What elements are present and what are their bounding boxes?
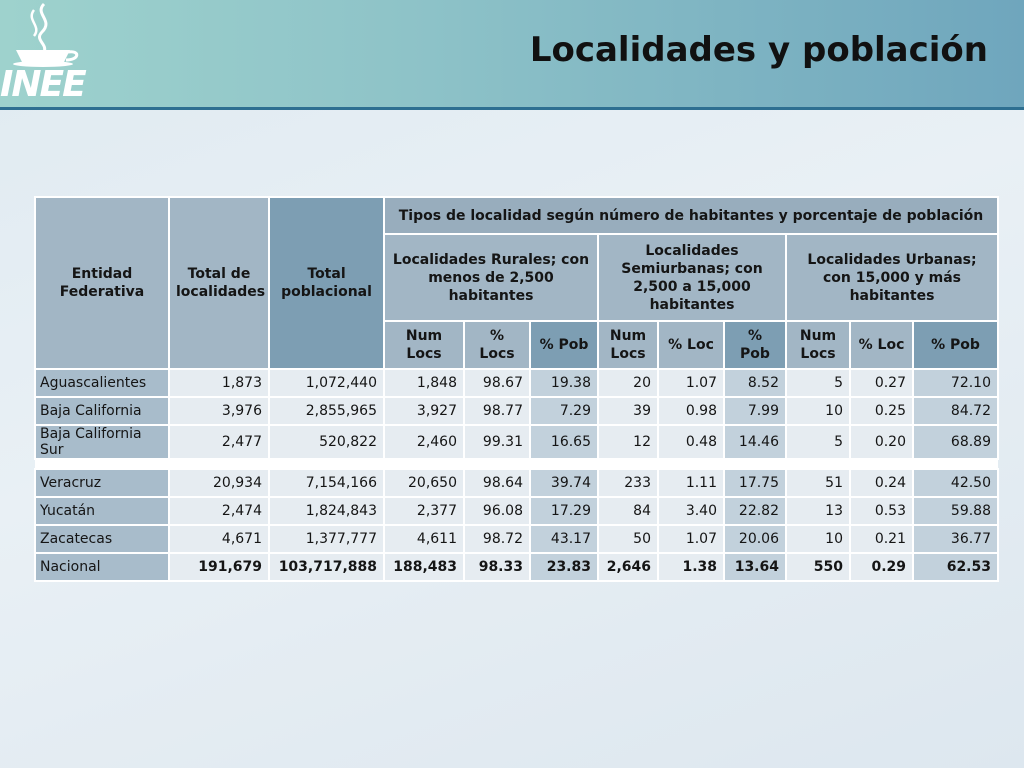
cell-rural-pct-pob: 23.83: [530, 553, 598, 581]
cell-rural-pct-loc: 98.33: [464, 553, 530, 581]
cell-semi-pct-loc: 3.40: [658, 497, 724, 525]
cell-rural-pct-loc: 96.08: [464, 497, 530, 525]
table-row: [35, 525, 998, 553]
cell-urban-num: 5: [786, 425, 850, 459]
cell-total-localidades: 2,477: [169, 425, 269, 459]
subheader-semi-num: Num Locs: [598, 321, 658, 369]
cell-urban-pct-loc: 0.25: [850, 397, 913, 425]
table-row-total: [35, 553, 998, 581]
cell-total-poblacional: 1,072,440: [269, 369, 384, 397]
cell-total-localidades: 2,474: [169, 497, 269, 525]
cell-urban-pct-pob: 62.53: [913, 553, 998, 581]
cell-urban-pct-loc: 0.20: [850, 425, 913, 459]
col-header-total-poblacional: Total poblacional: [269, 197, 384, 369]
subheader-urban-pct-pob: % Pob: [913, 321, 998, 369]
cell-rural-pct-loc: 98.77: [464, 397, 530, 425]
table-row: [35, 469, 998, 497]
cell-urban-pct-loc: 0.27: [850, 369, 913, 397]
cell-rural-pct-pob: 7.29: [530, 397, 598, 425]
group-header-rurales: Localidades Rurales; con menos de 2,500 habitantes: [384, 234, 598, 321]
cell-rural-num: 188,483: [384, 553, 464, 581]
cell-rural-pct-loc: 98.72: [464, 525, 530, 553]
table-row: [35, 497, 998, 525]
cell-semi-num: 39: [598, 397, 658, 425]
cell-rural-pct-loc: 98.64: [464, 469, 530, 497]
subheader-rural-pct-pob: % Pob: [530, 321, 598, 369]
cell-rural-num: 3,927: [384, 397, 464, 425]
cell-urban-pct-pob: 68.89: [913, 425, 998, 459]
cell-rural-num: 20,650: [384, 469, 464, 497]
cell-total-localidades: 1,873: [169, 369, 269, 397]
subheader-urban-pct-loc: % Loc: [850, 321, 913, 369]
population-table: [34, 196, 999, 582]
table-row: [35, 425, 998, 459]
subheader-semi-pct-loc: % Loc: [658, 321, 724, 369]
cell-semi-pct-loc: 0.48: [658, 425, 724, 459]
cell-rural-pct-pob: 43.17: [530, 525, 598, 553]
cell-semi-pct-pob: 17.75: [724, 469, 786, 497]
col-header-entidad: Entidad Federativa: [35, 197, 169, 369]
cell-urban-pct-loc: 0.29: [850, 553, 913, 581]
cell-semi-num: 20: [598, 369, 658, 397]
cell-urban-num: 51: [786, 469, 850, 497]
cell-rural-num: 2,377: [384, 497, 464, 525]
cell-urban-num: 10: [786, 397, 850, 425]
cell-rural-pct-pob: 17.29: [530, 497, 598, 525]
cell-urban-pct-loc: 0.24: [850, 469, 913, 497]
cell-entidad: Baja California Sur: [35, 425, 169, 459]
cell-urban-num: 13: [786, 497, 850, 525]
subheader-semi-pct-pob: % Pob: [724, 321, 786, 369]
cell-total-poblacional: 1,824,843: [269, 497, 384, 525]
cell-urban-pct-pob: 59.88: [913, 497, 998, 525]
cell-total-localidades: 3,976: [169, 397, 269, 425]
cell-semi-pct-loc: 1.07: [658, 525, 724, 553]
cell-semi-pct-pob: 20.06: [724, 525, 786, 553]
cell-semi-num: 84: [598, 497, 658, 525]
cell-urban-pct-pob: 42.50: [913, 469, 998, 497]
slide-header: [0, 0, 1024, 110]
group-header-semiurbanas: Localidades Semiurbanas; con 2,500 a 15,000 habitantes: [598, 234, 786, 321]
page-title: Localidades y población: [529, 30, 988, 70]
group-header-tipos: Tipos de localidad según número de habitantes y porcentaje de población: [384, 197, 998, 234]
cell-urban-pct-pob: 72.10: [913, 369, 998, 397]
subheader-urban-num: Num Locs: [786, 321, 850, 369]
cell-semi-pct-loc: 0.98: [658, 397, 724, 425]
cell-semi-pct-pob: 13.64: [724, 553, 786, 581]
cell-rural-num: 4,611: [384, 525, 464, 553]
cell-semi-num: 2,646: [598, 553, 658, 581]
cell-semi-pct-pob: 14.46: [724, 425, 786, 459]
cell-urban-pct-pob: 84.72: [913, 397, 998, 425]
cell-semi-num: 233: [598, 469, 658, 497]
cell-total-poblacional: 1,377,777: [269, 525, 384, 553]
cell-total-poblacional: 7,154,166: [269, 469, 384, 497]
cell-rural-pct-pob: 39.74: [530, 469, 598, 497]
cell-entidad: Zacatecas: [35, 525, 169, 553]
cell-rural-num: 2,460: [384, 425, 464, 459]
cell-entidad: Aguascalientes: [35, 369, 169, 397]
cell-entidad: Veracruz: [35, 469, 169, 497]
subheader-rural-pct-loc: % Locs: [464, 321, 530, 369]
group-header-urbanas: Localidades Urbanas; con 15,000 y más habitantes: [786, 234, 998, 321]
cell-urban-pct-loc: 0.53: [850, 497, 913, 525]
cell-semi-num: 50: [598, 525, 658, 553]
cell-rural-pct-loc: 98.67: [464, 369, 530, 397]
cell-semi-pct-pob: 7.99: [724, 397, 786, 425]
col-header-total-localidades: Total de localidades: [169, 197, 269, 369]
cell-total-poblacional: 103,717,888: [269, 553, 384, 581]
cell-entidad: Baja California: [35, 397, 169, 425]
subheader-rural-num: Num Locs: [384, 321, 464, 369]
cell-rural-num: 1,848: [384, 369, 464, 397]
cell-urban-num: 5: [786, 369, 850, 397]
cell-urban-pct-loc: 0.21: [850, 525, 913, 553]
cell-rural-pct-loc: 99.31: [464, 425, 530, 459]
population-table-container: [34, 196, 997, 582]
cell-urban-num: 10: [786, 525, 850, 553]
cell-semi-pct-pob: 22.82: [724, 497, 786, 525]
cell-urban-pct-pob: 36.77: [913, 525, 998, 553]
cell-urban-num: 550: [786, 553, 850, 581]
cell-semi-pct-loc: 1.11: [658, 469, 724, 497]
cell-total-poblacional: 2,855,965: [269, 397, 384, 425]
table-row: [35, 369, 998, 397]
cell-total-localidades: 191,679: [169, 553, 269, 581]
cell-rural-pct-pob: 19.38: [530, 369, 598, 397]
cell-semi-pct-pob: 8.52: [724, 369, 786, 397]
cell-total-localidades: 20,934: [169, 469, 269, 497]
cell-entidad: Yucatán: [35, 497, 169, 525]
cell-entidad: Nacional: [35, 553, 169, 581]
cell-total-localidades: 4,671: [169, 525, 269, 553]
cell-total-poblacional: 520,822: [269, 425, 384, 459]
table-row: [35, 397, 998, 425]
table-gap: [35, 459, 998, 469]
cell-rural-pct-pob: 16.65: [530, 425, 598, 459]
cell-semi-pct-loc: 1.38: [658, 553, 724, 581]
cell-semi-pct-loc: 1.07: [658, 369, 724, 397]
cell-semi-num: 12: [598, 425, 658, 459]
logo-text: INEE: [0, 64, 85, 105]
